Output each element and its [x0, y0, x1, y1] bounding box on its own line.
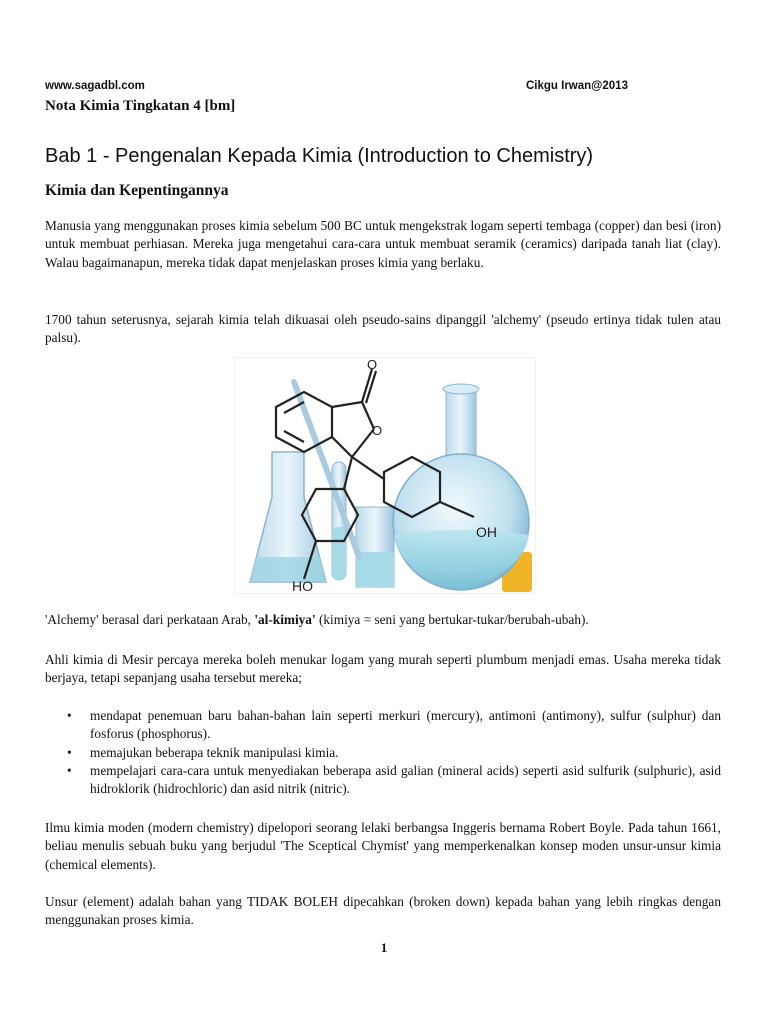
paragraph-3-start: 'Alchemy' berasal dari perkataan Arab, [45, 612, 255, 627]
list-item [45, 744, 721, 762]
bullet-icon: • [67, 744, 72, 760]
paragraph-5: Ilmu kimia moden (modern chemistry) dipelopori seorang lelaki berbangsa Inggeris bernama Robert Boyle. Pada tahun 1661, beliau menulis sebuah buku yang berjudul 'The Sceptical Chymist' yang memperkenalkan konsep moden unsur-unsur kimia (chemical elements). [45, 820, 721, 872]
paragraph-3 [45, 611, 721, 629]
list-item-text: mendapat penemuan baru bahan-bahan lain seperti merkuri (mercury), antimoni (antimony), sulfur (sulphur) dan fosforus (phosphorus). [90, 708, 721, 742]
list-item [45, 762, 721, 799]
al-kimiya-term: 'al-kimiya' [254, 612, 316, 627]
chapter-title: Bab 1 - Pengenalan Kepada Kimia (Introduction to Chemistry) [45, 145, 594, 167]
page-number: 1 [380, 940, 388, 955]
paragraph-1: Manusia yang menggunakan proses kimia sebelum 500 BC untuk mengekstrak logam seperti tembaga (copper) dan besi (iron) untuk membuat perhiasan. Mereka juga mengetahui cara-cara untuk membuat seramik (ceramics) daripada tanah liat (clay). Walau bagaimanapun, mereka tidak dapat menjelaskan proses kimia yang berlaku. [45, 218, 721, 270]
paragraph-2: 1700 tahun seterusnya, sejarah kimia telah dikuasai oleh pseudo-sains dipanggil 'alchemy' (pseudo ertinya tidak tulen atau palsu). [45, 312, 721, 346]
ho-label: HO [292, 578, 313, 594]
oxygen-ring-label: O [372, 423, 383, 438]
bullet-icon: • [67, 762, 72, 778]
oh-label: OH [476, 524, 497, 540]
paragraph-6: Unsur (element) adalah bahan yang TIDAK BOLEH dipecahkan (broken down) kepada bahan yang lebih ringkas dengan menggunakan proses kimia. [45, 894, 721, 928]
section-title: Kimia dan Kepentingannya [45, 182, 229, 199]
list-item-text: memajukan beberapa teknik manipulasi kimia. [90, 744, 339, 760]
bullet-icon: • [67, 708, 72, 723]
list-item [45, 707, 721, 744]
achievements-list [45, 707, 721, 798]
chemistry-illustration [234, 357, 536, 594]
paragraph-3-end: (kimiya = seni yang bertukar-tukar/berubah-ubah). [315, 612, 589, 627]
author-header: Cikgu Irwan@2013 [526, 80, 628, 92]
website-header: www.sagadbl.com [45, 80, 145, 92]
list-item-text: mempelajari cara-cara untuk menyediakan beberapa asid galian (mineral acids) seperti asid sulfurik (sulphuric), asid hidroklorik (hidrochloric) dan asid nitrik (nitric). [90, 762, 721, 797]
paragraph-4: Ahli kimia di Mesir percaya mereka boleh menukar logam yang murah seperti plumbum menjadi emas. Usaha mereka tidak berjaya, tetapi sepanjang usaha tersebut mereka; [45, 652, 721, 686]
oxygen-label: O [367, 357, 378, 372]
document-title: Nota Kimia Tingkatan 4 [bm] [45, 98, 236, 114]
